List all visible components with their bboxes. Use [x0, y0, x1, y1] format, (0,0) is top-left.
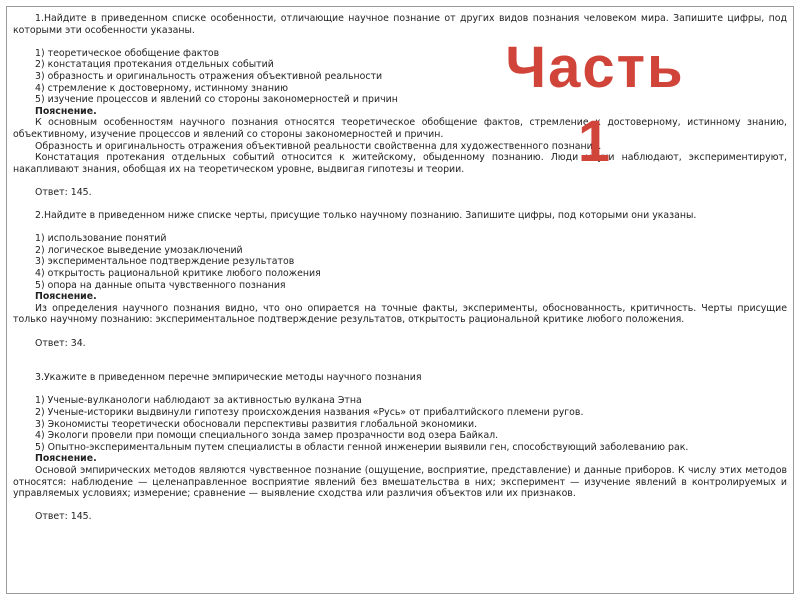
question-2-option-3: 3) экспериментальное подтверждение результатов [35, 256, 295, 268]
question-3-answer: Ответ: 145. [35, 511, 92, 523]
question-2-explanation: Из определения научного познания видно, что оно опирается на точные факты, эксперименты, обоснованность, критичность. Черты присущие только научному познанию: экспериментальное подтверждение результатов, открытость рациональной критике любого положения. [13, 302, 787, 326]
question-3-explanation: Основой эмпирических методов являются чувственное познание (ощущение, восприятие, представление) и данные приборов. К числу этих методов относятся: наблюдение — целенаправленное восприятие явлений без вмешательства в них; эксперимент — изучение явлений в контролируемых и управляемых условиях; измерение; сравнение — выявление сходства или различия объектов или их признаков. [13, 464, 787, 500]
part-watermark-line-2: 1 [577, 109, 613, 174]
question-1-option-1: 1) теоретическое обобщение фактов [35, 47, 220, 59]
question-2-option-4: 4) открытость рациональной критике любого положения [35, 268, 321, 280]
question-1-option-5: 5) изучение процессов и явлений со стороны закономерностей и причин [35, 94, 398, 106]
question-1-option-2: 2) констатация протекания отдельных событий [35, 59, 274, 71]
question-1-explanation-1: К основным особенностям научного познания относятся теоретическое обобщение фактов, стремление к достоверному, истинному знанию, объективному, изучение процессов и явлений со стороны закономерностей и причин. [13, 117, 787, 140]
question-1-text: 1.Найдите в приведенном списке особенности, отличающие научное познание от других видов познания человеком мира. Запишите цифры, под которыми эти особенности указаны. [13, 13, 787, 36]
document-content [13, 13, 787, 523]
document-page [6, 6, 794, 594]
question-1-option-3: 3) образность и оригинальность отражения объективной реальности [35, 70, 383, 82]
part-watermark-line-1: Часть [505, 35, 685, 100]
question-3-option-4: 4) Экологи провели при помощи специального зонда замер прозрачности вод озера Байкал. [35, 430, 499, 442]
question-2-option-1: 1) использование понятий [35, 233, 167, 245]
question-3-option-5: 5) Опытно-экспериментальным путем специалисты в области генной инженерии выявили ген, способствующий заболеванию рак. [35, 441, 689, 453]
question-1-option-4: 4) стремление к достоверному, истинному знанию [35, 82, 289, 94]
question-2-option-2: 2) логическое выведение умозаключений [35, 244, 243, 256]
question-3-option-1: 1) Ученые-вулканологи наблюдают за активностью вулкана Этна [35, 395, 362, 407]
question-3-option-3: 3) Экономисты теоретически обосновали перспективы развития глобальной экономики. [35, 418, 478, 430]
question-3-option-2: 2) Ученые-историки выдвинули гипотезу происхождения названия «Русь» от прибалтийского племени ругов. [35, 407, 584, 418]
question-2-explanation-label: Пояснение. [35, 291, 97, 303]
question-1-answer: Ответ: 145. [35, 186, 92, 198]
question-1-explanation-label: Пояснение. [35, 105, 97, 117]
question-2-option-5: 5) опора на данные опыта чувственного познания [35, 279, 286, 291]
question-2-answer: Ответ: 34. [35, 337, 86, 349]
question-2-text: 2.Найдите в приведенном ниже списке черты, присущие только научному познанию. Запишите цифры, под которыми они указаны. [35, 210, 697, 222]
question-1-explanation-2: Образность и оригинальность отражения объективной реальности свойственна для художественного познания. [35, 140, 602, 152]
question-1-explanation-3: Констатация протекания отдельных событий относится к житейскому, обыденному познанию. Люди науки наблюдают, экспериментируют, накапливают знания, обобщая их на теоретическом уровне, выдвигая гипотезы и теории. [13, 152, 787, 175]
question-3-text: 3.Укажите в приведенном перечне эмпирические методы научного познания [35, 372, 422, 384]
question-3-explanation-label: Пояснение. [35, 453, 97, 465]
